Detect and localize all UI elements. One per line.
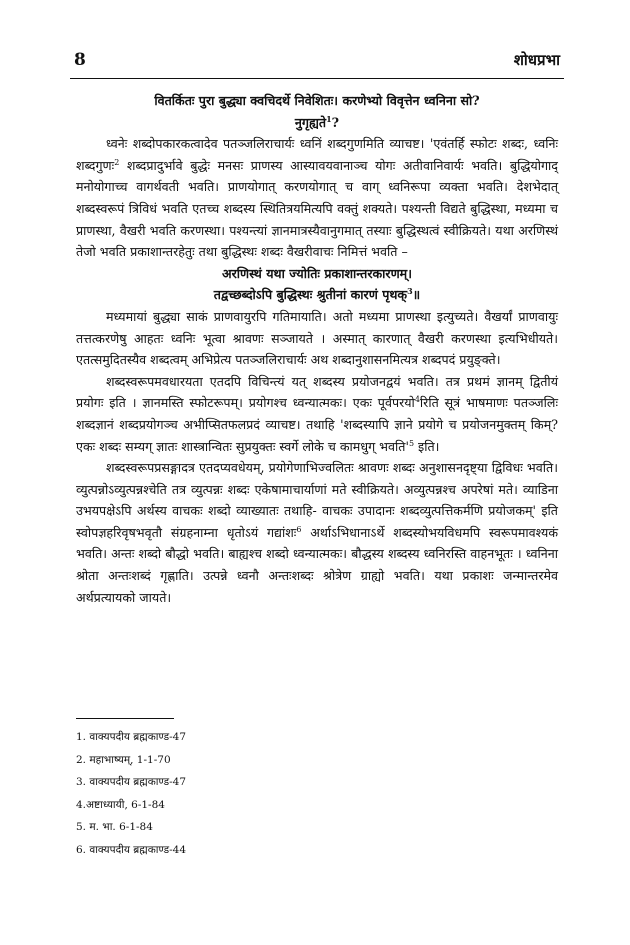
paragraph-text: ध्वनेः शब्दोपकारकत्वादेव पतञ्जलिराचार्यः ध्वनिं शब्दगुणमिति व्याचष्ट। 'एवंतर्हि स्फोटः शब्दः, ध्वनिः शब्दगुणः [76, 136, 558, 173]
footnote-ref: 4 [414, 395, 420, 405]
main-text [76, 90, 558, 608]
heading-verse-end: ? [331, 114, 340, 130]
heading-verse-line2: नुगृह्यते [294, 114, 327, 130]
footnote-ref: 6 [296, 524, 302, 534]
footnote-ref: 5 [408, 438, 415, 448]
paragraph-text: रिति सूत्रं भाषमाणः पतञ्जलिः शब्दज्ञानं शब्दप्रयोगञ्च अभीप्सितफलप्रदं व्याचष्ट। तथाहि 'शब्दस्यापि ज्ञाने प्रयोगे च प्रयोजनमुक्तम् किम्? एकः शब्दः सम्यग् ज्ञातः शास्त्रान्वितः सुप्रयुक्तः स्वर्गे लोके च कामधुग् भवति' [76, 395, 558, 454]
paragraph-text: शब्दप्रादुर्भावे बुद्धेः मनसः प्राणस्य आस्यावयवानाञ्च योगः अतीवानिवार्यः भवति। बुद्धियोगाद् मनोयोगाच्च वागर्थवती भवति। प्राणयोगात् करणयोगात् च वाग् ध्वनिरूपा व्यक्ता भवति। देशभेदात् शब्दस्वरूपं त्रिविधं भवति एतच्च शब्दस्य स्थितित्रयमित्यपि वक्तुं शक्यते। पश्यन्ती विद्यते बुद्धिस्था, मध्यमा च प्राणस्था, वैखरी भवति करणस्था। पश्यन्त्यां ज्ञानमात्रस्यैवानुगमात् तस्याः बुद्धिस्थत्वं स्वीक्रियते। यथा अरणिस्थं तेजो भवति प्रकाशान्तरहेतुः तथा बुद्धिस्थः शब्दः वैखरीवाचः निमित्तं भवति – [76, 157, 558, 260]
footnote-ref: 3 [407, 286, 413, 297]
footnote-rule [76, 718, 174, 719]
footnote-ref: 2 [114, 157, 120, 167]
footnote: 3. वाक्यपदीय ब्रह्मकाण्ड-47 [76, 776, 187, 788]
footnote: 2. महाभाष्यम्, 1-1-70 [76, 753, 171, 766]
heading-verse [76, 90, 558, 133]
quoted-verse-line1: अरणिस्थं यथा ज्योतिः प्रकाशान्तरकारणम्। [222, 265, 412, 281]
quoted-verse-line2: तद्वच्छब्दोऽपि बुद्धिस्थः श्रुतीनां कारणं पृथक् [213, 287, 408, 303]
page-number: 8 [74, 50, 86, 70]
paragraph-text: अर्थाऽभिधानाऽर्थे शब्दस्योभयविधमपि स्वरूपमावश्यकं भवति। अन्तः शब्दो बौद्धो भवति। बाह्यश्च शब्दो ध्वन्यात्मकः। बौद्धस्य शब्दस्य ध्वनिरस्ति वाहनभूतः । ध्वनिना श्रोता अन्तःशब्दं गृह्णाति। उत्पन्ने ध्वनौ अन्तःशब्दः श्रोत्रेण ग्राह्यो भवति। यथा प्रकाशः जन्मान्तरमेव अर्थप्रत्यायको जायते। [76, 524, 558, 605]
header-rule [70, 78, 564, 79]
paragraph [76, 133, 558, 263]
footnote: 4.अष्टाध्यायी, 6-1-84 [76, 798, 165, 811]
quoted-verse-end: ॥ [412, 287, 421, 303]
footnote: 5. म. भा. 6-1-84 [76, 821, 153, 833]
paragraph-text: शब्दस्वरूपप्रसङ्गादत्र एतदप्यवधेयम्, प्रयोगेणाभिज्वलितः श्रावणः शब्दः अनुशासनदृष्ट्या द्विविधः भवति। व्युत्पन्नोऽव्युत्पन्नश्चेति तत्र व्युत्पन्नः शब्दः एकेषामाचार्याणां मते स्वीक्रियते। अव्युत्पन्नश्च अपरेषां मते। व्याडिना उभयपक्षेऽपि अर्थस्य वाचकः शब्दो व्याख्यातः तथाहि- वाचकः उपादानः शब्दव्युत्पत्तिकर्मणि प्रयोजकम्' इति स्वोपज्ञहरिवृषभवृतौ संग्रहनाम्ना धृतोऽयं गद्यांशः [76, 460, 558, 540]
footnote: 6. वाक्यपदीय ब्रह्मकाण्ड-44 [76, 843, 187, 856]
journal-title: शोधप्रभा [513, 51, 560, 69]
heading-verse-line1: वितर्कितः पुरा बुद्ध्या क्वचिदर्थे निवेशितः। करणेभ्यो विवृत्तेन ध्वनिना सो? [154, 93, 480, 108]
footnote-ref: 1 [326, 113, 332, 124]
paragraph [76, 371, 558, 457]
paragraph-text: शब्दस्वरूपमवधारयता एतदपि विचिन्त्यं यत् शब्दस्य प्रयोजनद्वयं भवति। तत्र प्रथमं ज्ञानम् द्वितीयं प्रयोगः इति । ज्ञानमस्ति स्फोटरूपम्। प्रयोगश्च ध्वन्यात्मकः। एकः पूर्वपरयो [76, 373, 558, 411]
quoted-verse [76, 263, 558, 306]
paragraph [76, 457, 558, 608]
footnotes [76, 726, 186, 861]
paragraph-text: इति। [414, 438, 440, 454]
paragraph: मध्यमायां बुद्ध्या साकं प्राणवायुरपि गतिमायाति। अतो मध्यमा प्राणस्था इत्युच्यते। वैखर्यां प्राणवायुः तत्तत्करणेषु आहतः ध्वनिः भूत्वा श्रावणः सञ्जायते । अस्मात् कारणात् वैखरी करणस्था इत्यभिधीयते। एतत्समुदितस्यैव शब्दत्वम् अभिप्रेत्य पतञ्जलिराचार्यः अथ शब्दानुशासनमित्यत्र शब्दपदं प्रयुङ्क्ते। [76, 308, 558, 368]
footnote: 1. वाक्यपदीय ब्रह्मकाण्ड-47 [76, 731, 187, 743]
